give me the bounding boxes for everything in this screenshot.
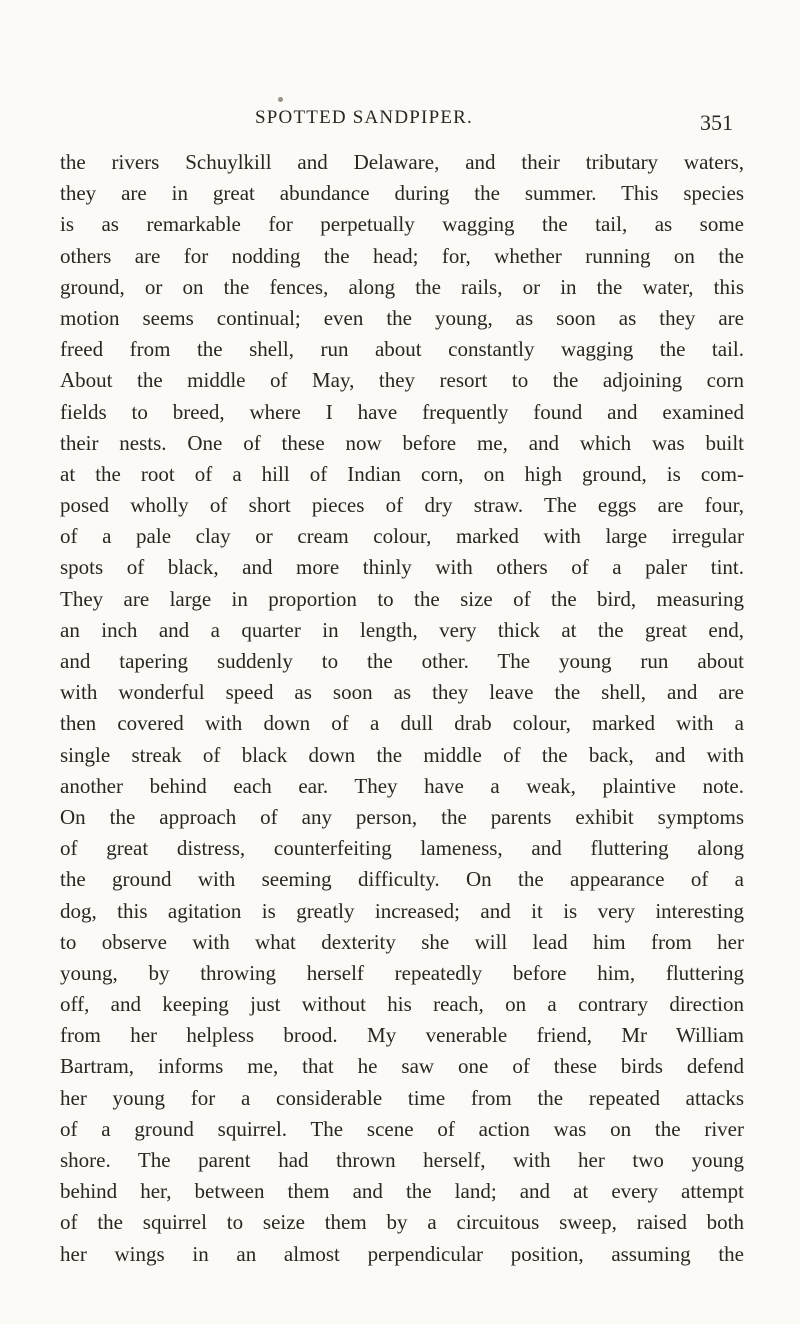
- text-line: is as remarkable for perpetually wagging the tail, as some: [60, 212, 744, 237]
- page-number: 351: [700, 110, 733, 135]
- text-line: the ground with seeming difficulty. On the appearance of a: [60, 867, 744, 892]
- text-line: of a pale clay or cream colour, marked with large irregular: [60, 524, 744, 549]
- text-line: they are in great abundance during the summer. This species: [60, 181, 744, 206]
- text-line: spots of black, and more thinly with others of a paler tint.: [60, 555, 744, 580]
- text-line: ground, or on the fences, along the rails, or in the water, this: [60, 274, 744, 299]
- text-line: her wings in an almost perpendicular position, assuming the: [60, 1241, 744, 1266]
- text-line: others are for nodding the head; for, whether running on the: [60, 243, 744, 268]
- text-line: at the root of a hill of Indian corn, on high ground, is com-: [60, 461, 744, 486]
- text-line: of great distress, counterfeiting lameness, and fluttering along: [60, 836, 744, 861]
- text-line: an inch and a quarter in length, very thick at the great end,: [60, 617, 744, 642]
- text-line: off, and keeping just without his reach, on a contrary direction: [60, 992, 744, 1017]
- text-line: single streak of black down the middle of the back, and with: [60, 742, 744, 767]
- text-line: behind her, between them and the land; and at every attempt: [60, 1179, 744, 1204]
- text-line: shore. The parent had thrown herself, with her two young: [60, 1148, 744, 1172]
- text-line: fields to breed, where I have frequently found and examined: [60, 399, 744, 424]
- text-line: posed wholly of short pieces of dry straw. The eggs are four,: [60, 493, 744, 518]
- text-line: then covered with down of a dull drab colour, marked with a: [60, 711, 744, 736]
- text-line: their nests. One of these now before me, and which was built: [60, 430, 744, 455]
- text-line: Bartram, informs me, that he saw one of these birds defend: [60, 1054, 744, 1079]
- text-line: from her helpless brood. My venerable friend, Mr William: [60, 1023, 744, 1048]
- running-title: SPOTTED SANDPIPER.: [255, 107, 473, 128]
- text-line: About the middle of May, they resort to the adjoining corn: [60, 368, 744, 393]
- text-line: to observe with what dexterity she will lead him from her: [60, 929, 744, 954]
- text-line: the rivers Schuylkill and Delaware, and their tributary waters,: [60, 150, 744, 174]
- text-line: On the approach of any person, the parents exhibit symptoms: [60, 804, 744, 829]
- text-line: They are large in proportion to the size of the bird, measuring: [60, 586, 744, 611]
- body-paragraph: [60, 147, 744, 1270]
- text-line: young, by throwing herself repeatedly before him, fluttering: [60, 960, 744, 985]
- text-line: dog, this agitation is greatly increased; and it is very interesting: [60, 898, 744, 923]
- text-line: freed from the shell, run about constantly wagging the tail.: [60, 337, 744, 362]
- text-line: with wonderful speed as soon as they leave the shell, and are: [60, 680, 744, 705]
- text-line: of a ground squirrel. The scene of action was on the river: [60, 1116, 744, 1141]
- text-line: of the squirrel to seize them by a circuitous sweep, raised both: [60, 1210, 744, 1235]
- text-line: her young for a considerable time from the repeated attacks: [60, 1085, 744, 1110]
- text-line: and tapering suddenly to the other. The young run about: [60, 649, 744, 673]
- text-line: motion seems continual; even the young, as soon as they are: [60, 305, 744, 330]
- print-mark: [278, 97, 283, 102]
- text-line: another behind each ear. They have a weak, plaintive note.: [60, 773, 744, 798]
